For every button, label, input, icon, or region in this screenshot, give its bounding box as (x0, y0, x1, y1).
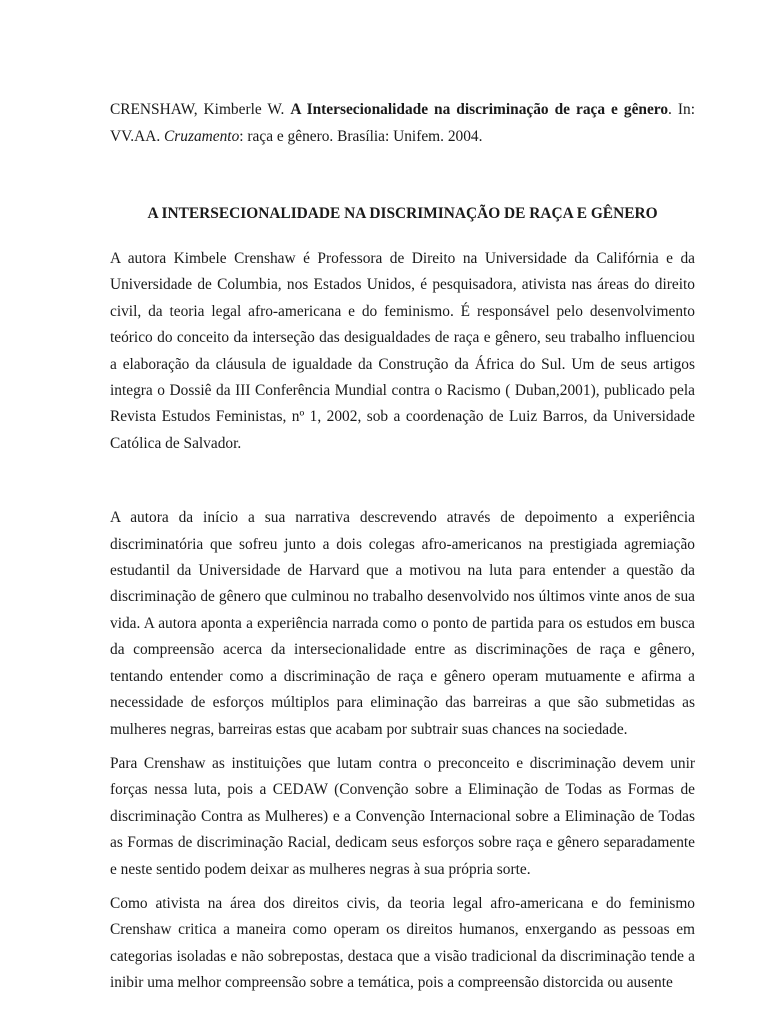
citation-in: . In: (668, 101, 695, 118)
paragraph-institutions: Para Crenshaw as instituições que lutam contra o preconceito e discriminação devem unir forças nessa luta, pois a CEDAW (Convenção sobre a Eliminação de Todas as Formas de discriminação Contra as Mulheres) e a Convenção Internacional sobre a Eliminação de Todas as Formas de discriminação Racial, dedicam seus esforços sobre raça e gênero separadamente e neste sentido podem deixar as mulheres negras à sua própria sorte. (110, 754, 695, 878)
bibliographic-citation (110, 96, 695, 150)
paragraph-author-bio: A autora Kimbele Crenshaw é Professora de Direito na Universidade da Califórnia e da Universidade de Columbia, nos Estados Unidos, é pesquisadora, ativista nas áreas do direito civil, da teoria legal afro-americana e do feminismo. É responsável pelo desenvolvimento teórico do conceito da interseção das desigualdades de raça e gênero, seu trabalho influenciou a elaboração da cláusula de igualdade da Construção da África do Sul. Um de seus artigos integra o Dossiê da III Conferência Mundial contra o Racismo ( Duban,2001), publicado pela Revista Estudos Feministas, nº 1, 2002, sob a coordenação de Luiz Barros, da Universidade Católica de Salvador. (110, 250, 695, 452)
document-page (110, 96, 695, 997)
citation-line-1 (110, 96, 695, 123)
citation-editor: VV.AA. (110, 128, 165, 145)
citation-line-2 (110, 123, 695, 150)
citation-publisher: : raça e gênero. Brasília: Unifem. 2004. (239, 128, 483, 145)
citation-title: A Intersecionalidade na discriminação de raça e gênero (290, 101, 669, 118)
paragraph-narrative: A autora da início a sua narrativa descrevendo através de depoimento a experiência discriminatória que sofreu junto a dois colegas afro-americanos na prestigiada agremiação estudantil da Universidade de Harvard que a motivou na luta para entender a questão da discriminação de gênero que culminou no trabalho desenvolvido nos últimos vinte anos de sua vida. A autora aponta a experiência narrada como o ponto de partida para os estudos em busca da compreensão acerca da intersecionalidade entre as discriminações de raça e gênero, tentando entender como a discriminação de raça e gênero operam mutuamente e afirma a necessidade de esforços múltiplos para eliminação das barreiras a que são submetidas as mulheres negras, barreiras estas que acabam por subtrair suas chances na sociedade. (110, 509, 695, 738)
paragraph-critique: Como ativista na área dos direitos civis, da teoria legal afro-americana e do feminismo Crenshaw critica a maneira como operam os direitos humanos, enxergando as pessoas em categorias isoladas e não sobrepostas, destaca que a visão tradicional da discriminação tende a inibir uma melhor compreensão sobre a temática, pois a compreensão distorcida ou ausente (110, 894, 695, 992)
citation-collection: Cruzamento (164, 128, 240, 145)
citation-author: CRENSHAW, Kimberle W. (110, 101, 291, 118)
document-heading: A INTERSECIONALIDADE NA DISCRIMINAÇÃO DE RAÇA E GÊNERO (147, 205, 658, 222)
